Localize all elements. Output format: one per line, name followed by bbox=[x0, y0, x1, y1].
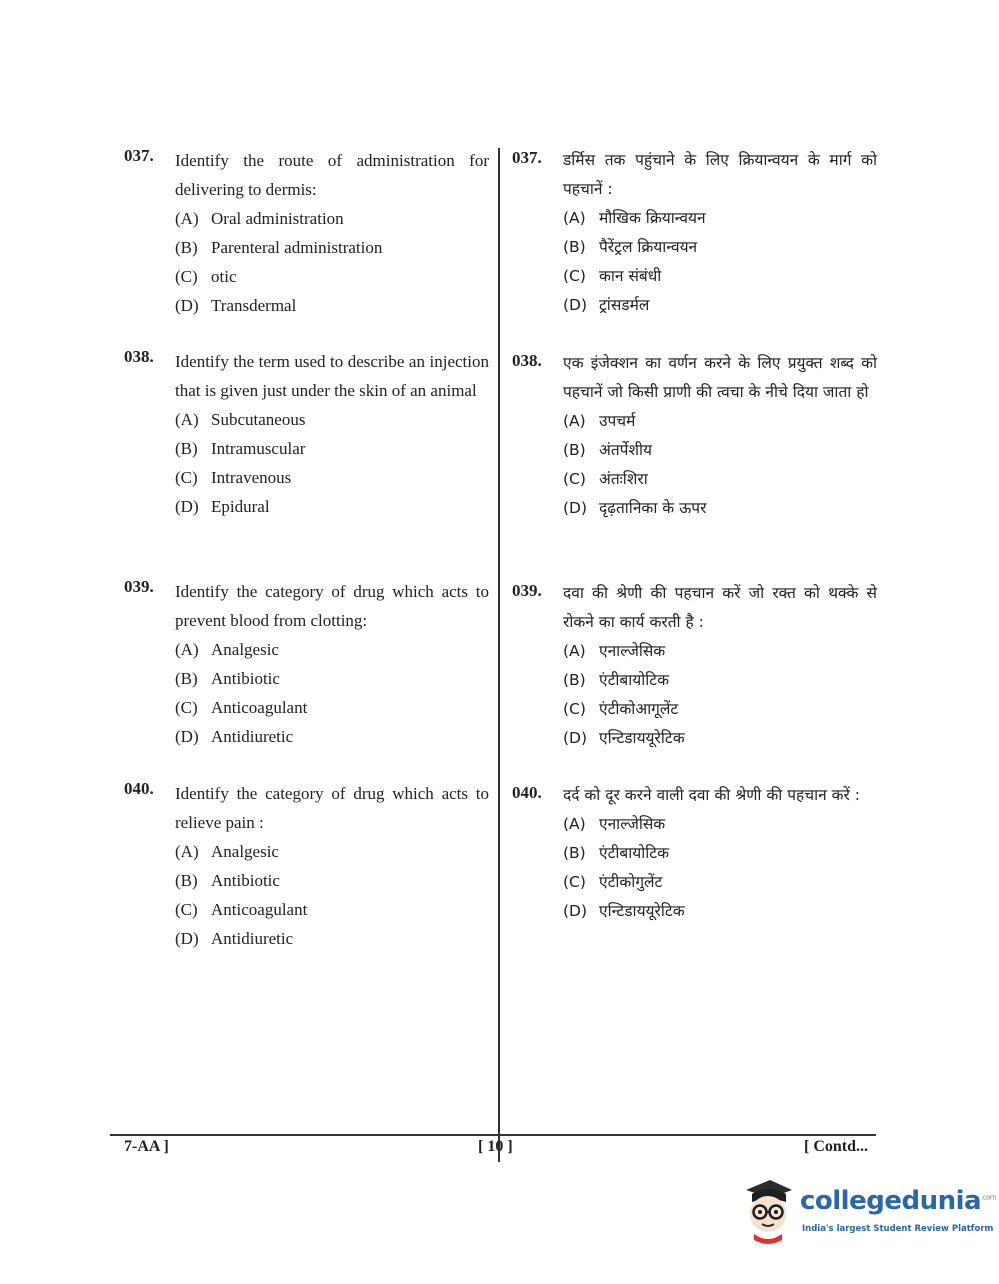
option-b: (B) अंतर्पेशीय bbox=[563, 441, 653, 459]
option-b: (B) Parenteral administration bbox=[175, 238, 383, 257]
options-list bbox=[563, 637, 877, 753]
option-a: (A) मौखिक क्रियान्वयन bbox=[563, 209, 706, 227]
collegedunia-logo bbox=[740, 1172, 997, 1252]
option-c: (C) Anticoagulant bbox=[175, 698, 308, 717]
brand-tagline: India's largest Student Review Platform bbox=[802, 1224, 994, 1234]
option-c: (C) अंतःशिरा bbox=[563, 470, 648, 488]
question-text: Identify the category of drug which acts to relieve pain : bbox=[175, 784, 489, 832]
option-a: (A) Subcutaneous bbox=[175, 410, 306, 429]
option-a: (A) उपचर्म bbox=[563, 412, 636, 430]
question-038-hi bbox=[512, 349, 877, 523]
question-number: 040. bbox=[124, 779, 154, 798]
question-038-en bbox=[124, 347, 489, 521]
option-c: (C) एंटीकोआगूलेंट bbox=[563, 700, 679, 718]
option-d: (D) दृढ़तानिका के ऊपर bbox=[563, 499, 707, 517]
option-b: (B) Intramuscular bbox=[175, 439, 306, 458]
question-number: 038. bbox=[124, 347, 154, 366]
question-number: 039. bbox=[512, 581, 542, 600]
option-a: (A) Analgesic bbox=[175, 640, 279, 659]
paper-code: 7-AA ] bbox=[124, 1138, 169, 1155]
option-a: (A) एनाल्जेसिक bbox=[563, 815, 666, 833]
student-mascot-icon bbox=[740, 1176, 796, 1246]
question-text: Identify the category of drug which acts to prevent blood from clotting: bbox=[175, 582, 489, 630]
option-c: (C) otic bbox=[175, 267, 237, 286]
question-037-en bbox=[124, 146, 489, 320]
option-d: (D) Antidiuretic bbox=[175, 929, 294, 948]
options-list bbox=[563, 407, 877, 523]
option-d: (D) Antidiuretic bbox=[175, 727, 294, 746]
option-c: (C) Anticoagulant bbox=[175, 900, 308, 919]
option-d: (D) Epidural bbox=[175, 497, 270, 516]
question-039-en bbox=[124, 577, 489, 751]
option-d: (D) एन्टिडाययूरेटिक bbox=[563, 729, 685, 747]
option-a: (A) एनाल्जेसिक bbox=[563, 642, 666, 660]
question-text: Identify the term used to describe an injection that is given just under the skin of an animal bbox=[175, 352, 489, 400]
brand-name: collegedunia$^{.com}$ bbox=[800, 1186, 997, 1216]
option-c: (C) Intravenous bbox=[175, 468, 292, 487]
option-c: (C) कान संबंधी bbox=[563, 267, 662, 285]
options-list bbox=[563, 810, 877, 926]
question-039-hi bbox=[512, 579, 877, 753]
continued-label: [ Contd... bbox=[804, 1138, 869, 1155]
question-040-hi bbox=[512, 781, 877, 926]
question-number: 038. bbox=[512, 351, 542, 370]
question-text: दवा की श्रेणी की पहचान करें जो रक्त को थक्के से रोकने का कार्य करती है : bbox=[563, 584, 877, 631]
option-b: (B) Antibiotic bbox=[175, 871, 280, 890]
option-b: (B) एंटीबायोटिक bbox=[563, 844, 669, 862]
option-d: (D) एन्टिडाययूरेटिक bbox=[563, 902, 685, 920]
option-b: (B) पैरेंट्रल क्रियान्वयन bbox=[563, 238, 698, 256]
question-037-hi bbox=[512, 146, 877, 320]
option-b: (B) एंटीबायोटिक bbox=[563, 671, 669, 689]
options-list bbox=[175, 204, 489, 320]
question-number: 039. bbox=[124, 577, 154, 596]
options-list bbox=[175, 635, 489, 751]
question-text: डर्मिस तक पहुंचाने के लिए क्रियान्वयन के मार्ग को पहचानें : bbox=[563, 151, 877, 198]
question-number: 040. bbox=[512, 783, 542, 802]
option-b: (B) Antibiotic bbox=[175, 669, 280, 688]
question-number: 037. bbox=[124, 146, 154, 165]
question-number: 037. bbox=[512, 148, 542, 167]
options-list bbox=[175, 405, 489, 521]
page-number: [ 10 ] bbox=[478, 1138, 513, 1155]
options-list bbox=[563, 204, 877, 320]
options-list bbox=[175, 837, 489, 953]
question-text: Identify the route of administration for delivering to dermis: bbox=[175, 151, 489, 199]
option-d: (D) ट्रांसडर्मल bbox=[563, 296, 650, 314]
question-text: एक इंजेक्शन का वर्णन करने के लिए प्रयुक्त शब्द को पहचानें जो किसी प्राणी की त्वचा के नीचे दिया जाता हो bbox=[563, 354, 877, 401]
question-040-en bbox=[124, 779, 489, 953]
option-a: (A) Analgesic bbox=[175, 842, 279, 861]
option-d: (D) Transdermal bbox=[175, 296, 297, 315]
column-divider bbox=[498, 148, 500, 1162]
question-text: दर्द को दूर करने वाली दवा की श्रेणी की पहचान करें : bbox=[563, 786, 861, 804]
option-a: (A) Oral administration bbox=[175, 209, 344, 228]
footer-rule bbox=[110, 1134, 876, 1136]
option-c: (C) एंटीकोगुलेंट bbox=[563, 873, 663, 891]
